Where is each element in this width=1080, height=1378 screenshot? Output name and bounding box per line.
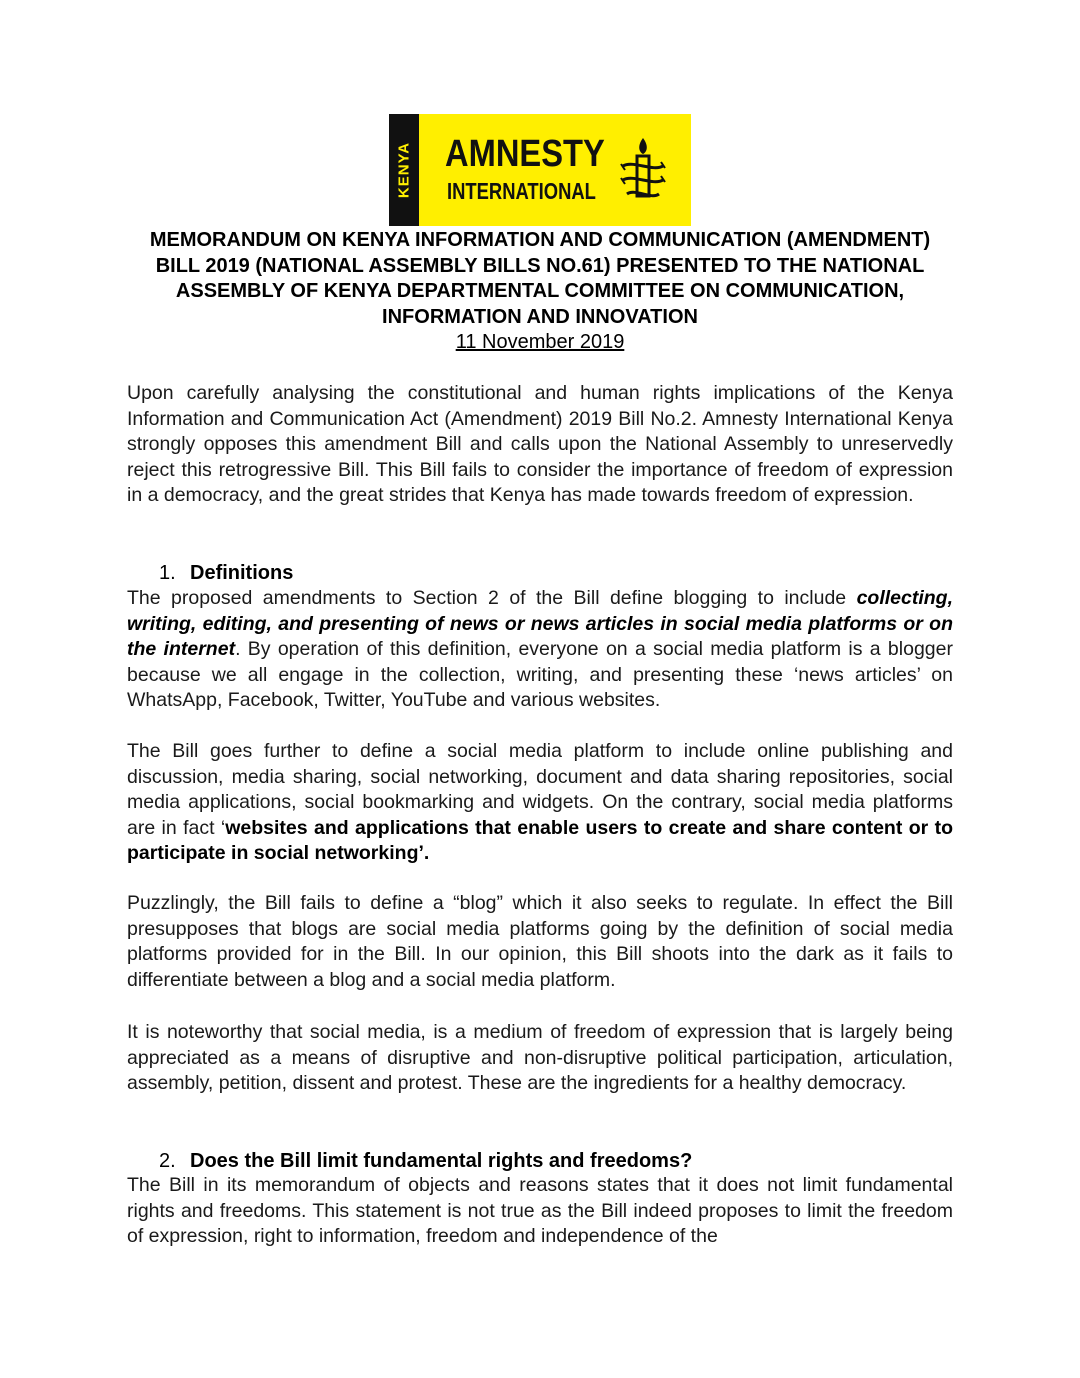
section-2-title: Does the Bill limit fundamental rights and freedoms? <box>190 1150 693 1172</box>
intro-paragraph: Upon carefully analysing the constitutional and human rights implications of the Kenya Information and Communication Act (Amendment) 2019 Bill No.2. Amnesty International Kenya strongly opposes this amendment Bill and calls upon the National Assembly to unreservedly reject this retrogressive Bill. This Bill fails to consider the importance of freedom of expression in a democracy, and the great strides that Kenya has made towards freedom of expression. <box>127 382 953 507</box>
logo-country-strip <box>389 114 419 226</box>
candle-barbed-wire-icon <box>617 136 669 208</box>
s1p1-text-end: . By operation of this definition, everyone on a social media platform is a blogger because we all engage in the collection, writing, and presenting these ‘news articles’ on WhatsApp, Facebook, Twitter, YouTube and various websites. <box>127 638 953 712</box>
heading-date: 11 November 2019 <box>455 331 625 353</box>
section-1-paragraph-2 <box>127 739 953 867</box>
s1p1-text-start: The proposed amendments to Section 2 of the Bill define blogging to include <box>127 587 857 609</box>
amnesty-logo <box>389 114 691 226</box>
heading-line-2: BILL 2019 (NATIONAL ASSEMBLY BILLS NO.61) PRESENTED TO THE NATIONAL <box>155 254 925 277</box>
section-1-title: Definitions <box>190 562 294 584</box>
section-2-heading <box>159 1148 692 1174</box>
s1p2-emphasis: websites and applications that enable users to create and share content or to participate in social networking’. <box>127 816 953 865</box>
section-1-paragraph-1 <box>127 586 953 714</box>
section-1-number: 1. <box>159 562 176 584</box>
heading-line-4: INFORMATION AND INNOVATION <box>382 305 698 328</box>
section-2-paragraph-1: The Bill in its memorandum of objects and reasons states that it does not limit fundamental rights and freedoms. This statement is not true as the Bill indeed proposes to limit the freedom of expression, right to information, freedom and independence of the <box>127 1174 953 1248</box>
logo-word-international: INTERNATIONAL <box>447 178 596 204</box>
section-1-heading <box>159 560 293 586</box>
logo-word-amnesty: AMNESTY <box>445 133 605 175</box>
memorandum-heading <box>100 228 980 356</box>
logo-country-text: KENYA <box>395 141 413 199</box>
section-2-number: 2. <box>159 1150 176 1172</box>
s1p1-emphasis: collecting, writing, editing, and presenting of news or news articles in social media platforms or on the internet <box>127 587 953 661</box>
heading-line-3: ASSEMBLY OF KENYA DEPARTMENTAL COMMITTEE ON COMMUNICATION, <box>175 280 905 302</box>
s1p2-text-start: The Bill goes further to define a social media platform to include online publishing and discussion, media sharing, social networking, document and data sharing repositories, social media applications, social bookmarking and widgets. On the contrary, social media platforms are in fact ‘ <box>127 740 953 839</box>
section-1-paragraph-4: It is noteworthy that social media, is a medium of freedom of expression that is largely being appreciated as a means of disruptive and non-disruptive political participation, articulation, assembly, petition, dissent and protest. These are the ingredients for a healthy democracy. <box>127 1021 953 1095</box>
section-1-paragraph-3: Puzzlingly, the Bill fails to define a “blog” which it also seeks to regulate. In effect the Bill presupposes that blogs are social media platforms going by the definition of social media platforms provided for in the Bill. In our opinion, this Bill shoots into the dark as it fails to differentiate between a blog and a social media platform. <box>127 892 953 991</box>
heading-line-1: MEMORANDUM ON KENYA INFORMATION AND COMMUNICATION (AMENDMENT) <box>149 229 931 251</box>
